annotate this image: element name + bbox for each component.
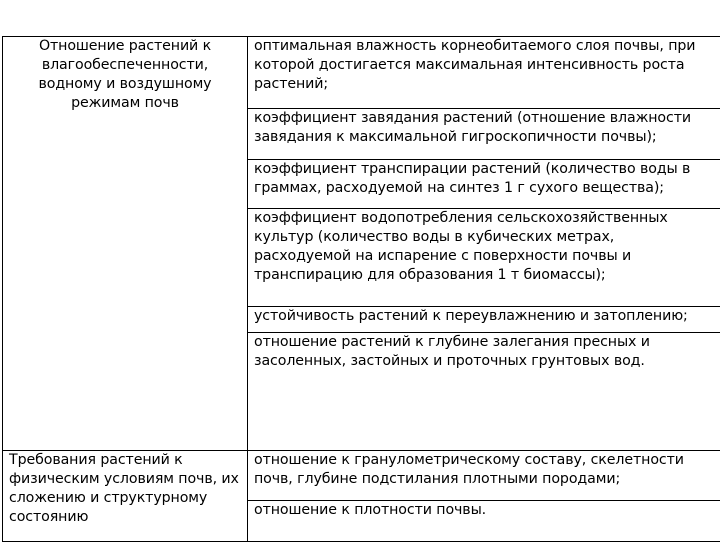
table-cell-groundwater-depth: отношение растений к глубине залегания пресных и засоленных, застойных и проточных грунтовых вод. — [248, 332, 720, 451]
table-cell-water-consumption-coefficient: коэффициент водопотребления сельскохозяйственных культур (количество воды в кубических метрах, расходуемой на испарение с поверхности почвы и транспирацию для образования 1 т биомассы); — [248, 209, 720, 307]
table-cell-waterlogging-resistance: устойчивость растений к переувлажнению и затоплению; — [248, 307, 720, 333]
requirements-table — [2, 36, 720, 542]
table-cell-wilting-coefficient: коэффициент завядания растений (отношение влажности завядания к максимальной гигроскопичности почвы); — [248, 109, 720, 160]
table-cell-soil-density: отношение к плотности почвы. — [248, 500, 720, 541]
table-cell-optimal-moisture: оптимальная влажность корнеобитаемого слоя почвы, при которой достигается максимальная интенсивность роста растений; — [248, 37, 720, 109]
group-label-physical-conditions: Требования растений к физическим условиям почв, их сложению и структурному состоянию — [3, 451, 248, 542]
table-cell-granulometric-composition: отношение к гранулометрическому составу, скелетности почв, глубине подстилания плотными породами; — [248, 451, 720, 500]
table-row — [3, 451, 720, 500]
table-cell-transpiration-coefficient: коэффициент транспирации растений (количество воды в граммах, расходуемой на синтез 1 г сухого вещества); — [248, 159, 720, 208]
group-label-water-air: Отношение растений к влагообеспеченности, водному и воздушному режимам почв — [3, 37, 248, 451]
table-row — [3, 37, 720, 109]
